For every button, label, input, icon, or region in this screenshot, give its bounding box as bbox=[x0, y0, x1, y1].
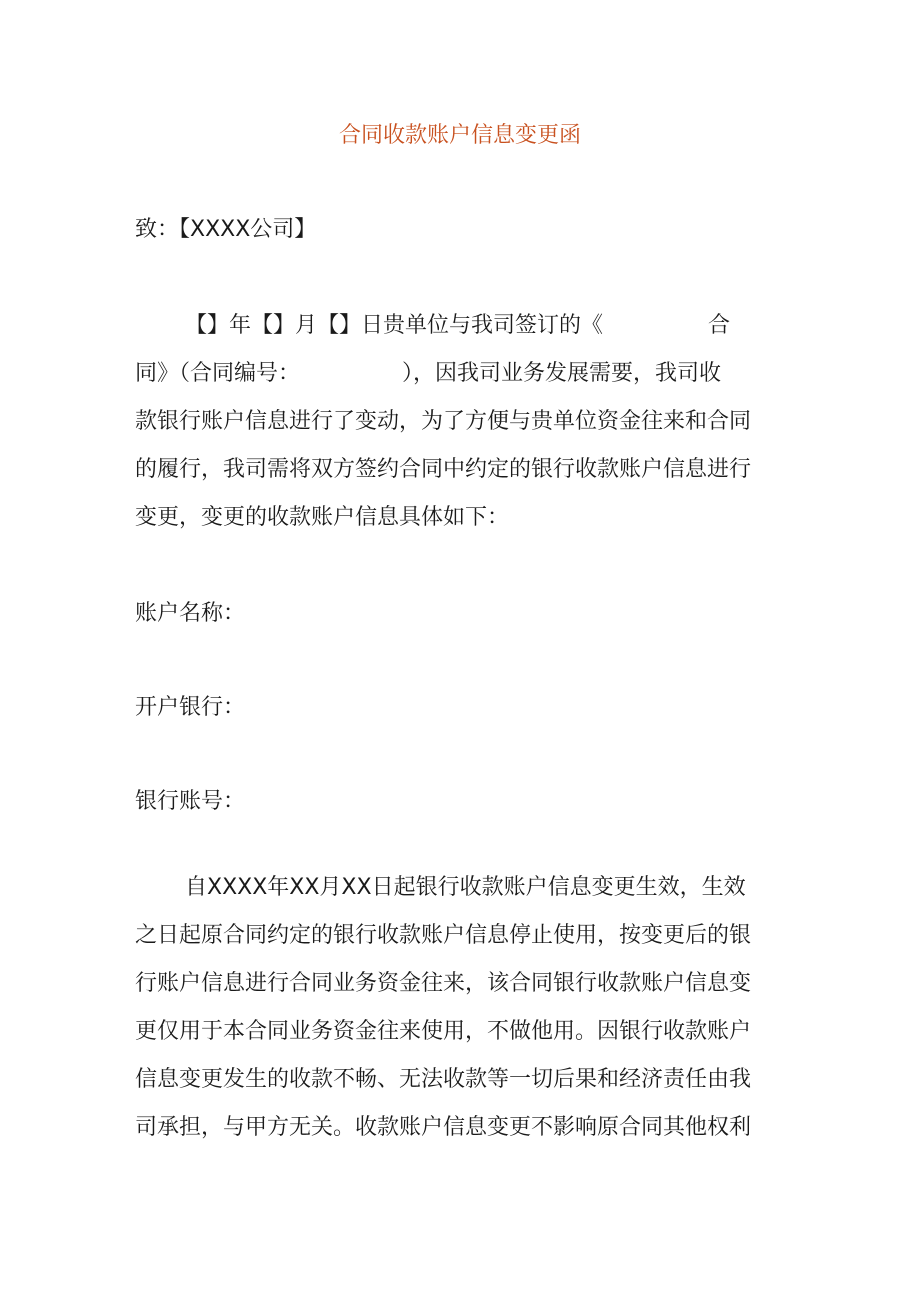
paragraph-line: 自XXXX年XX月XX日起银行收款账户信息变更生效，生效 bbox=[185, 875, 746, 900]
paragraph-text: 同》（合同编号： bbox=[135, 361, 301, 386]
paragraph-line: 行账户信息进行合同业务资金往来，该合同银行收款账户信息变 bbox=[135, 971, 752, 996]
effective-paragraph bbox=[135, 864, 785, 1152]
paragraph-text: ），因我司业务发展需要，我司收 bbox=[402, 361, 722, 386]
paragraph-text: 合 bbox=[708, 313, 731, 338]
paragraph-line bbox=[135, 350, 785, 398]
paragraph-line: 之日起原合同约定的银行收款账户信息停止使用，按变更后的银 bbox=[135, 923, 752, 948]
paragraph-line: 更仅用于本合同业务资金往来使用，不做他用。因银行收款账户 bbox=[135, 1019, 752, 1044]
paragraph-line bbox=[135, 302, 785, 350]
paragraph-line: 信息变更发生的收款不畅、无法收款等一切后果和经济责任由我 bbox=[135, 1067, 752, 1092]
paragraph-line: 司承担，与甲方无关。收款账户信息变更不影响原合同其他权利 bbox=[135, 1115, 752, 1140]
document-title: 合同收款账户信息变更函 bbox=[338, 123, 581, 148]
paragraph-line: 的履行，我司需将双方签约合同中约定的银行收款账户信息进行 bbox=[135, 457, 752, 482]
salutation: 致：【XXXX公司】 bbox=[135, 217, 317, 242]
paragraph-text: 【】年【】月【】日贵单位与我司签订的《 bbox=[185, 313, 604, 338]
paragraph-line: 变更，变更的收款账户信息具体如下： bbox=[135, 505, 510, 530]
account-name-label: 账户名称： bbox=[135, 601, 246, 626]
paragraph-line: 款银行账户信息进行了变动，为了方便与贵单位资金往来和合同 bbox=[135, 409, 752, 434]
account-number-label: 银行账号： bbox=[135, 789, 246, 814]
bank-label: 开户银行： bbox=[135, 695, 246, 720]
intro-paragraph bbox=[135, 302, 785, 542]
